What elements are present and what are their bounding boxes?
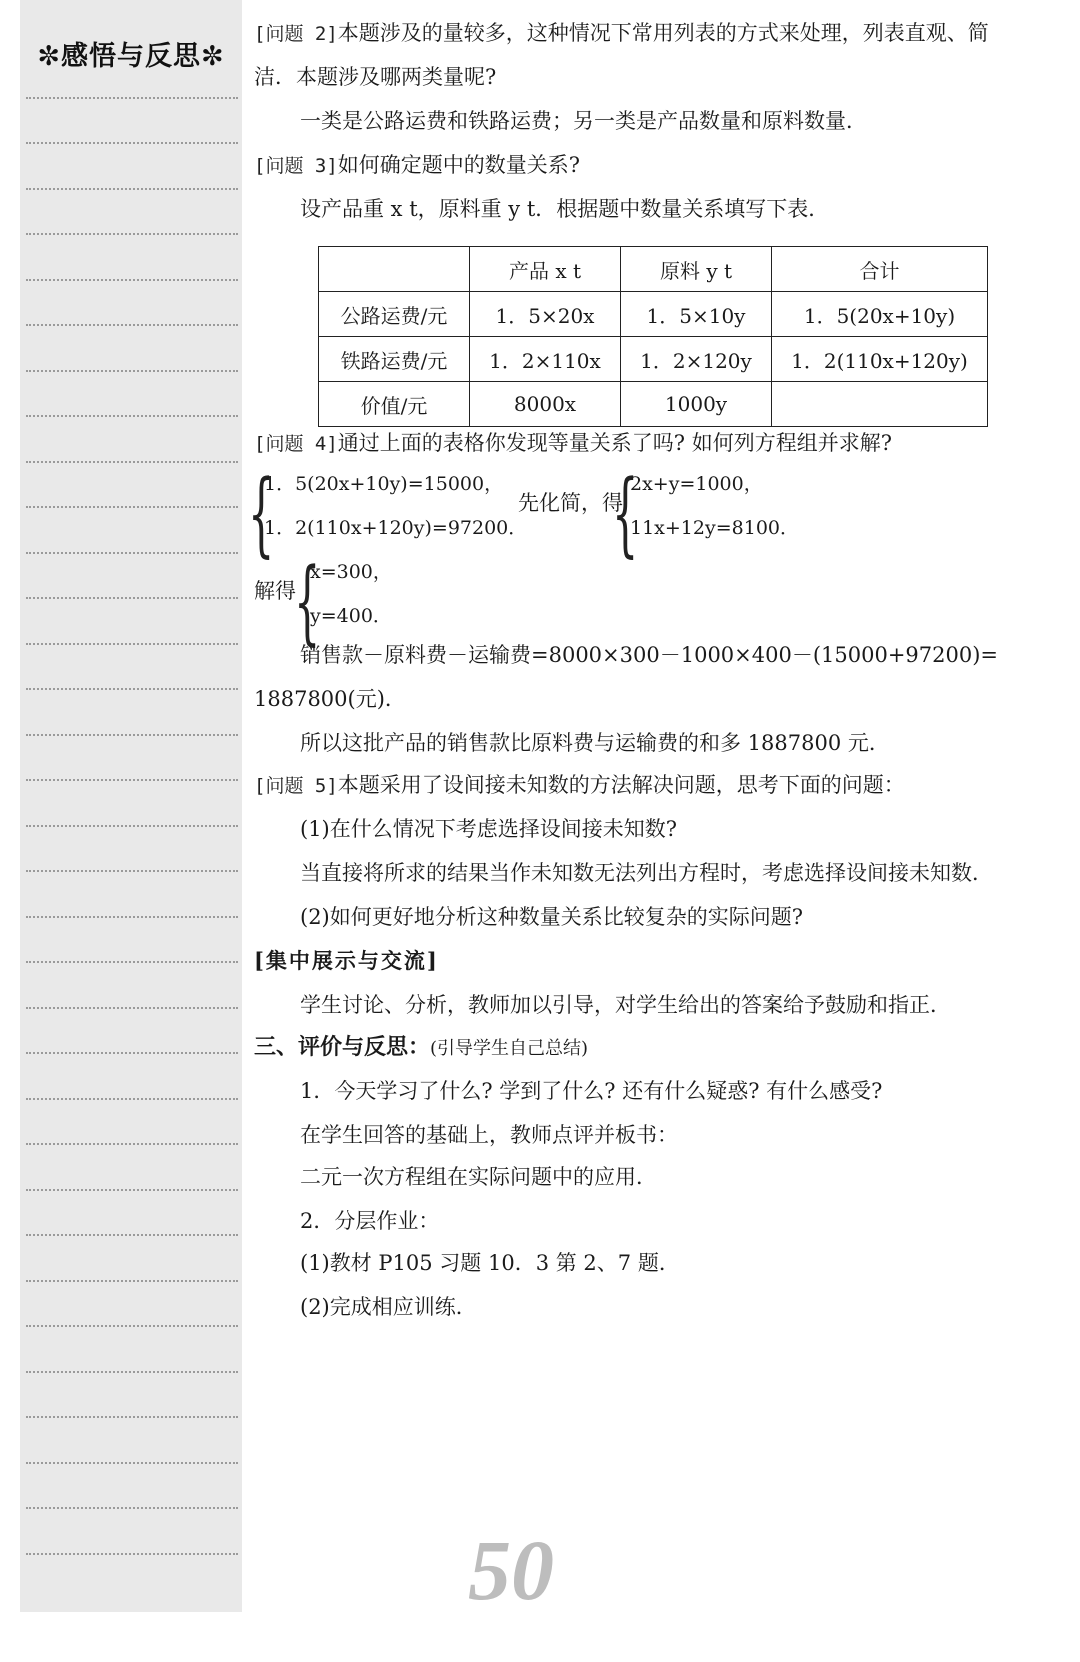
- note-line: [26, 324, 238, 326]
- note-line: [26, 279, 238, 281]
- q3-tag: [问题 3]: [254, 155, 338, 177]
- section3-heading-line: [254, 1032, 1060, 1064]
- reflection-sidebar: [20, 0, 242, 1612]
- freight-table: [318, 246, 988, 427]
- note-line: [26, 1553, 238, 1555]
- note-line: [26, 1280, 238, 1282]
- table-cell: 1．2×120y: [621, 337, 772, 382]
- note-line: [26, 1098, 238, 1100]
- note-line: [26, 1189, 238, 1191]
- note-line: [26, 779, 238, 781]
- note-line: [26, 870, 238, 872]
- note-line: [26, 597, 238, 599]
- q2-answer: 一类是公路运费和铁路运费；另一类是产品数量和原料数量．: [300, 109, 867, 133]
- table-row: [319, 292, 988, 337]
- equation-system-1: [264, 462, 527, 550]
- note-line: [26, 233, 238, 235]
- note-line: [26, 643, 238, 645]
- q5-ans1: 当直接将所求的结果当作未知数无法列出方程时，考虑选择设间接未知数．: [300, 861, 993, 885]
- q5-sub1: (1)在什么情况下考虑选择设间接未知数?: [300, 817, 678, 841]
- table-header-cell: 原料 y t: [621, 247, 772, 292]
- q5-sub2: (2)如何更好地分析这种数量关系比较复杂的实际问题?: [300, 905, 804, 929]
- section3-heading: 三、评价与反思：: [254, 1035, 431, 1060]
- equation-system-2: [630, 462, 799, 550]
- note-line: [26, 1416, 238, 1418]
- q3-text: 如何确定题中的数量关系?: [337, 153, 581, 177]
- equation: 1．5(20x+10y)=15000，: [264, 473, 504, 495]
- note-line: [26, 916, 238, 918]
- table-cell: 1．2(110x+120y): [772, 337, 988, 382]
- note-line: [26, 461, 238, 463]
- note-line: [26, 1143, 238, 1145]
- note-line: [26, 1234, 238, 1236]
- note-line: [26, 370, 238, 372]
- section3-item2: 2．分层作业：: [300, 1209, 440, 1233]
- section3-item1: 1．今天学习了什么? 学到了什么? 还有什么疑惑? 有什么感受?: [300, 1079, 883, 1103]
- note-line: [26, 1325, 238, 1327]
- q3-setup: 设产品重 x t，原料重 y t．根据题中数量关系填写下表．: [300, 197, 830, 221]
- homework-1: (1)教材 P105 习题 10．3 第 2、7 题．: [300, 1251, 680, 1275]
- q4-line: [254, 428, 1060, 459]
- q2-tag: [问题 2]: [254, 23, 338, 45]
- table-cell: [772, 382, 988, 427]
- table-cell: 公路运费/元: [319, 292, 470, 337]
- q2-line: [254, 18, 1060, 49]
- table-cell: 8000x: [470, 382, 621, 427]
- note-line: [26, 506, 238, 508]
- calc-line2: 1887800(元)．: [254, 687, 406, 711]
- note-line: [26, 97, 238, 99]
- homework-2: (2)完成相应训练．: [300, 1295, 477, 1319]
- display-heading: [集中展示与交流]: [254, 948, 439, 973]
- note-line: [26, 1462, 238, 1464]
- equation: 11x+12y=8100．: [630, 517, 799, 539]
- note-line: [26, 188, 238, 190]
- note-line: [26, 961, 238, 963]
- note-line: [26, 142, 238, 144]
- table-cell: 1．5×20x: [470, 292, 621, 337]
- table-header-cell: [319, 247, 470, 292]
- left-brace-icon: {: [294, 548, 321, 655]
- table-cell: 1．2×110x: [470, 337, 621, 382]
- note-line: [26, 688, 238, 690]
- equation: 1．2(110x+120y)=97200．: [264, 517, 528, 539]
- q3-line: [254, 150, 1060, 181]
- q5-line: [254, 770, 1060, 801]
- left-brace-icon: {: [612, 460, 639, 567]
- note-line: [26, 825, 238, 827]
- note-line: [26, 552, 238, 554]
- note-line: [26, 1507, 238, 1509]
- sidebar-title: ✼感悟与反思✼: [37, 41, 225, 72]
- equation: 2x+y=1000，: [630, 473, 763, 495]
- solve-label: 解得: [254, 579, 296, 603]
- table-header-cell: 合计: [772, 247, 988, 292]
- section3-sub: (引导学生自己总结): [430, 1038, 589, 1059]
- table-row: [319, 382, 988, 427]
- table-cell: 1．5(20x+10y): [772, 292, 988, 337]
- q4-tag: [问题 4]: [254, 433, 338, 455]
- note-line: [26, 1052, 238, 1054]
- note-line: [26, 1007, 238, 1009]
- note-line: [26, 415, 238, 417]
- solution-system: [310, 550, 392, 638]
- table-cell: 1．5×10y: [621, 292, 772, 337]
- table-cell: 铁路运费/元: [319, 337, 470, 382]
- section3-item1c: 二元一次方程组在实际问题中的应用．: [300, 1165, 657, 1189]
- note-line: [26, 734, 238, 736]
- note-line: [26, 1371, 238, 1373]
- table-header-cell: 产品 x t: [470, 247, 621, 292]
- display-text: 学生讨论、分析，教师加以引导，对学生给出的答案给予鼓励和指正．: [300, 993, 951, 1017]
- simplify-label: 先化简，得: [518, 491, 623, 515]
- q2-text: 本题涉及的量较多，这种情况下常用列表的方式来处理，列表直观、简: [337, 21, 989, 45]
- q2-line2: 洁．本题涉及哪两类量呢?: [254, 65, 497, 89]
- q4-text: 通过上面的表格你发现等量关系了吗? 如何列方程组并求解?: [337, 431, 892, 455]
- q5-tag: [问题 5]: [254, 775, 338, 797]
- section3-item1b: 在学生回答的基础上，教师点评并板书：: [300, 1123, 678, 1147]
- page-number: 50: [468, 1522, 554, 1618]
- left-brace-icon: {: [248, 460, 275, 567]
- equation: x=300，: [310, 561, 392, 583]
- calc-line1: 销售款－原料费－运输费=8000×300－1000×400－(15000+97200)=: [300, 643, 999, 667]
- q4-conclusion: 所以这批产品的销售款比原料费与运输费的和多 1887800 元．: [300, 731, 890, 755]
- table-row: [319, 337, 988, 382]
- table-header-row: [319, 247, 988, 292]
- table-cell: 价值/元: [319, 382, 470, 427]
- table-cell: 1000y: [621, 382, 772, 427]
- equation: y=400．: [310, 605, 392, 627]
- q5-text: 本题采用了设间接未知数的方法解决问题，思考下面的问题：: [337, 773, 905, 797]
